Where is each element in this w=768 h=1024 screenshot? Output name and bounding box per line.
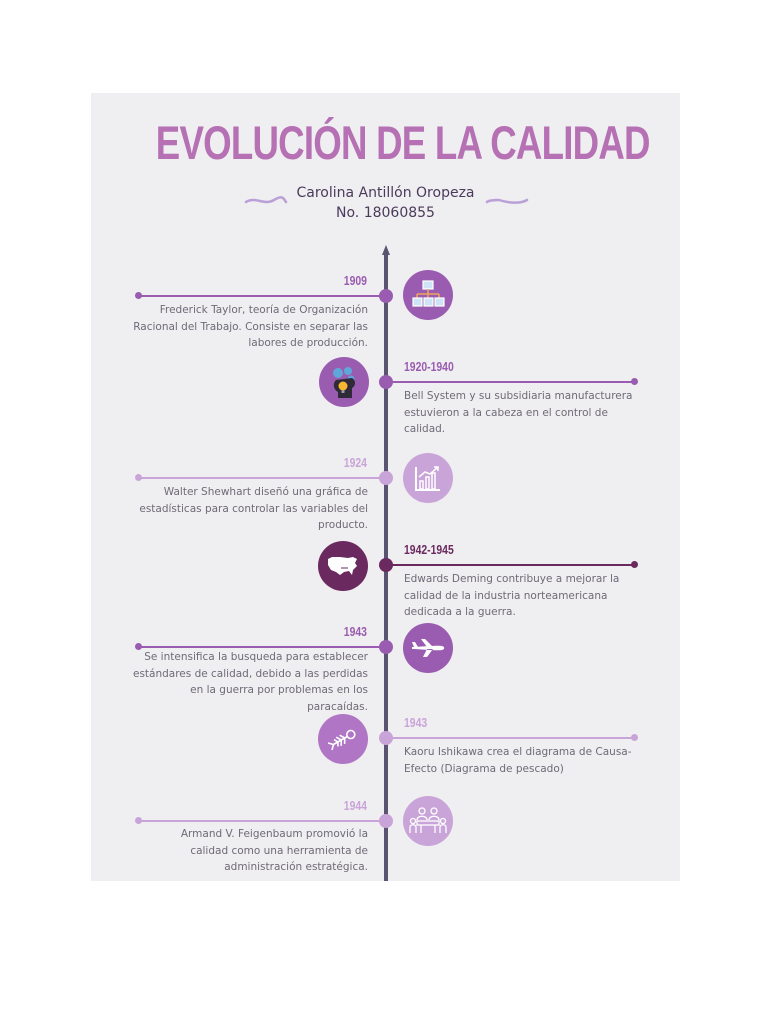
event-icon-circle: [318, 714, 368, 764]
bar-chart-icon: [413, 463, 443, 493]
event-icon-circle: [403, 270, 453, 320]
connector-end-dot: [135, 474, 142, 481]
connector-line: [138, 646, 386, 648]
connector-line: [386, 564, 634, 566]
infographic-card: [91, 93, 680, 881]
airplane-icon: [411, 638, 445, 658]
event-year: 1909: [343, 273, 367, 288]
event-year: 1920-1940: [404, 359, 454, 374]
event-icon-circle: [403, 453, 453, 503]
event-icon-circle: [403, 796, 453, 846]
author-name: Carolina Antillón Oropeza: [296, 185, 475, 201]
timeline-node: [379, 471, 393, 485]
event-icon-circle: [403, 623, 453, 673]
event-description: Edwards Deming contribuye a mejorar la calidad de la industria norteamericana dedicada a la guerra.: [404, 573, 620, 618]
event-year: 1942-1945: [404, 542, 454, 557]
event-description: Frederick Taylor, teoría de Organización Racional del Trabajo. Consiste en separar las labores de producción.: [133, 304, 368, 349]
event-description: Kaoru Ishikawa crea el diagrama de Causa-Efecto (Diagrama de pescado): [404, 746, 632, 775]
fish-bone-icon: [326, 724, 360, 754]
connector-end-dot: [631, 561, 638, 568]
connector-end-dot: [631, 734, 638, 741]
usa-map-icon: [326, 554, 360, 578]
event-icon-circle: [319, 357, 369, 407]
connector-end-dot: [631, 378, 638, 385]
timeline-node: [379, 814, 393, 828]
connector-end-dot: [135, 817, 142, 824]
timeline-node: [379, 375, 393, 389]
timeline-node: [379, 731, 393, 745]
event-year: 1943: [343, 624, 367, 639]
connector-line: [138, 295, 386, 297]
page-title: EVOLUCIÓN DE LA CALIDAD: [155, 116, 650, 169]
event-description: Se intensifica la busqueda para establecer estándares de calidad, debido a las perdidas en la guerra por problemas en los paracaídas.: [132, 651, 368, 713]
connector-line: [138, 820, 386, 822]
event-description: Armand V. Feigenbaum promovió la calidad como una herramienta de administración estratégica.: [180, 828, 368, 873]
meeting-icon: [409, 806, 447, 836]
event-icon-circle: [318, 541, 368, 591]
event-year: 1943: [404, 715, 428, 730]
timeline-node: [379, 640, 393, 654]
event-description: Walter Shewhart diseñó una gráfica de estadísticas para controlar las variables del producto.: [139, 486, 368, 531]
connector-end-dot: [135, 292, 142, 299]
timeline-node: [379, 289, 393, 303]
timeline-node: [379, 558, 393, 572]
connector-line: [138, 477, 386, 479]
idea-gears-icon: [326, 364, 362, 400]
network-diagram-icon: [411, 278, 445, 312]
event-description: Bell System y su subsidiaria manufacturera estuvieron a la cabeza en el control de calidad.: [404, 390, 633, 435]
connector-line: [386, 737, 634, 739]
author-id: No. 18060855: [336, 205, 435, 221]
event-year: 1944: [343, 798, 367, 813]
event-year: 1924: [343, 455, 367, 470]
connector-line: [386, 381, 634, 383]
